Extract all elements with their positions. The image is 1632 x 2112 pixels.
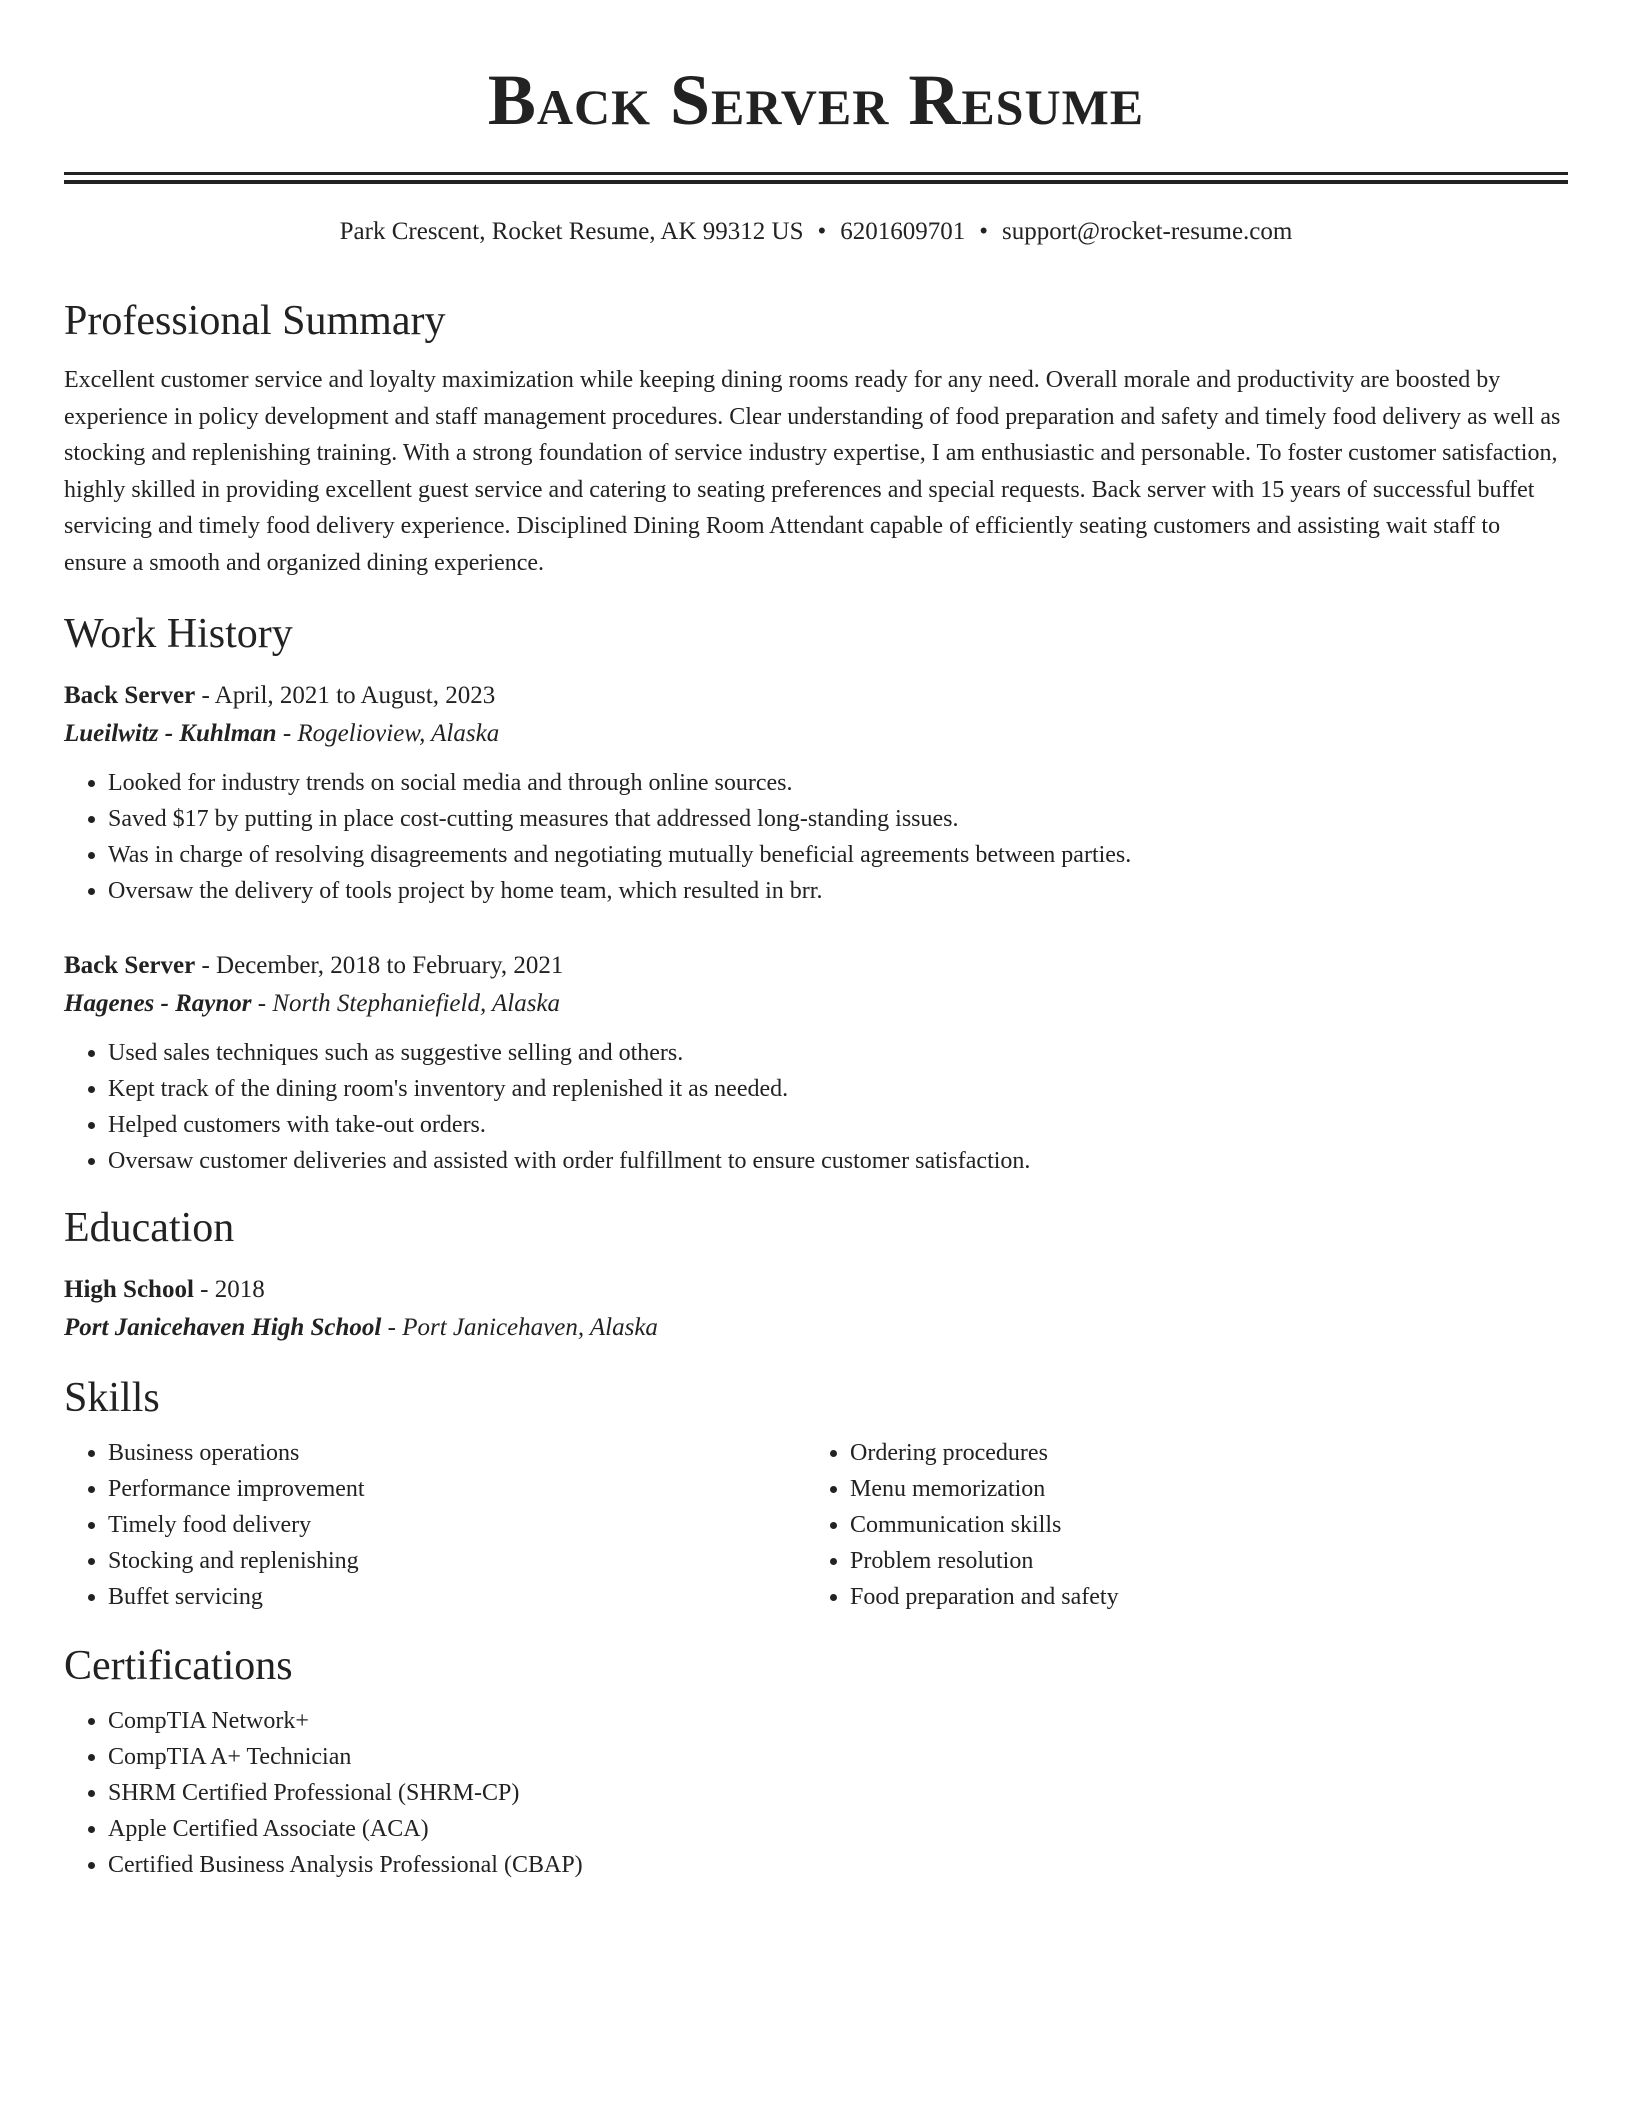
skills-column-left [64, 1435, 806, 1615]
contact-phone: 6201609701 [840, 218, 966, 245]
job-entry [64, 947, 1568, 1179]
contact-separator: • [979, 218, 989, 245]
job-dates: - April, 2021 to August, 2023 [195, 682, 496, 709]
skills-list-left [64, 1435, 806, 1615]
skill-item: • Menu memorization [850, 1471, 1548, 1507]
resume-title: Back Server Resume [487, 60, 1145, 140]
education-school-line [64, 1309, 1568, 1347]
education-entry [64, 1271, 1568, 1347]
skill-item: • Timely food delivery [108, 1507, 806, 1543]
certifications-heading: Certifications [64, 1643, 293, 1689]
job-bullets [64, 1035, 1568, 1179]
job-company-line [64, 985, 1568, 1023]
job-bullet: • Oversaw customer deliveries and assisted with order fulfillment to ensure customer satisfaction. [108, 1143, 1568, 1179]
skill-item: • Problem resolution [850, 1543, 1548, 1579]
job-bullet: • Saved $17 by putting in place cost-cutting measures that addressed long-standing issues. [108, 801, 1568, 837]
skills-grid [64, 1435, 1568, 1615]
education-degree-line [64, 1271, 1568, 1309]
contact-address: Park Crescent, Rocket Resume, AK 99312 US [339, 218, 804, 245]
certification-item: • CompTIA A+ Technician [108, 1739, 1568, 1775]
job-dates: - December, 2018 to February, 2021 [195, 952, 564, 979]
job-company: Lueilwitz - Kuhlman [64, 720, 277, 747]
job-bullet: • Was in charge of resolving disagreements and negotiating mutually beneficial agreements between parties. [108, 837, 1568, 873]
contact-email[interactable]: support@rocket-resume.com [1002, 218, 1293, 245]
job-bullet: • Looked for industry trends on social media and through online sources. [108, 765, 1568, 801]
skill-item: • Performance improvement [108, 1471, 806, 1507]
skill-item: • Buffet servicing [108, 1579, 806, 1615]
job-location: - North Stephaniefield, Alaska [251, 990, 561, 1017]
job-title-line [64, 677, 1568, 715]
skills-list-right [806, 1435, 1548, 1615]
contact-line [64, 216, 1568, 248]
job-title-line [64, 947, 1568, 985]
certification-item: • SHRM Certified Professional (SHRM-CP) [108, 1775, 1568, 1811]
skill-item: • Communication skills [850, 1507, 1548, 1543]
education-year: - 2018 [193, 1276, 265, 1303]
summary-text: Excellent customer service and loyalty maximization while keeping dining rooms ready for any need. Overall morale and productivity are boosted by experience in policy development and staff management procedures. Clear understanding of food preparation and safety and timely food delivery as well as stocking and replenishing training. With a strong foundation of service industry expertise, I am enthusiastic and personable. To foster customer satisfaction, highly skilled in providing excellent guest service and catering to seating preferences and special requests. Back server with 15 years of successful buffet servicing and timely food delivery experience. Disciplined Dining Room Attendant capable of efficiently seating customers and assisting wait staff to ensure a smooth and organized dining experience. [64, 367, 1561, 576]
job-bullet: • Helped customers with take-out orders. [108, 1107, 1568, 1143]
job-entry [64, 677, 1568, 909]
job-location: - Rogelioview, Alaska [276, 720, 500, 747]
title-double-rule [64, 172, 1568, 184]
work-history-heading: Work History [64, 611, 293, 657]
certification-item: • CompTIA Network+ [108, 1703, 1568, 1739]
contact-separator: • [817, 218, 827, 245]
certification-item: • Certified Business Analysis Professional (CBAP) [108, 1847, 1568, 1883]
job-company-line [64, 715, 1568, 753]
skills-column-right [806, 1435, 1548, 1615]
certifications-list [64, 1703, 1568, 1883]
summary-heading: Professional Summary [64, 298, 446, 344]
education-school: Port Janicehaven High School [64, 1314, 382, 1341]
job-bullet: • Used sales techniques such as suggestive selling and others. [108, 1035, 1568, 1071]
job-title: Back Server [64, 952, 196, 979]
education-location: - Port Janicehaven, Alaska [381, 1314, 658, 1341]
skill-item: • Ordering procedures [850, 1435, 1548, 1471]
job-title: Back Server [64, 682, 196, 709]
skill-item: • Food preparation and safety [850, 1579, 1548, 1615]
job-bullet: • Oversaw the delivery of tools project by home team, which resulted in brr. [108, 873, 1568, 909]
education-degree: High School [64, 1276, 194, 1303]
skills-heading: Skills [64, 1375, 160, 1421]
certification-item: • Apple Certified Associate (ACA) [108, 1811, 1568, 1847]
skill-item: • Stocking and replenishing [108, 1543, 806, 1579]
job-bullet: • Kept track of the dining room's inventory and replenished it as needed. [108, 1071, 1568, 1107]
job-bullets [64, 765, 1568, 909]
skill-item: • Business operations [108, 1435, 806, 1471]
education-heading: Education [64, 1205, 235, 1251]
job-company: Hagenes - Raynor [64, 990, 252, 1017]
